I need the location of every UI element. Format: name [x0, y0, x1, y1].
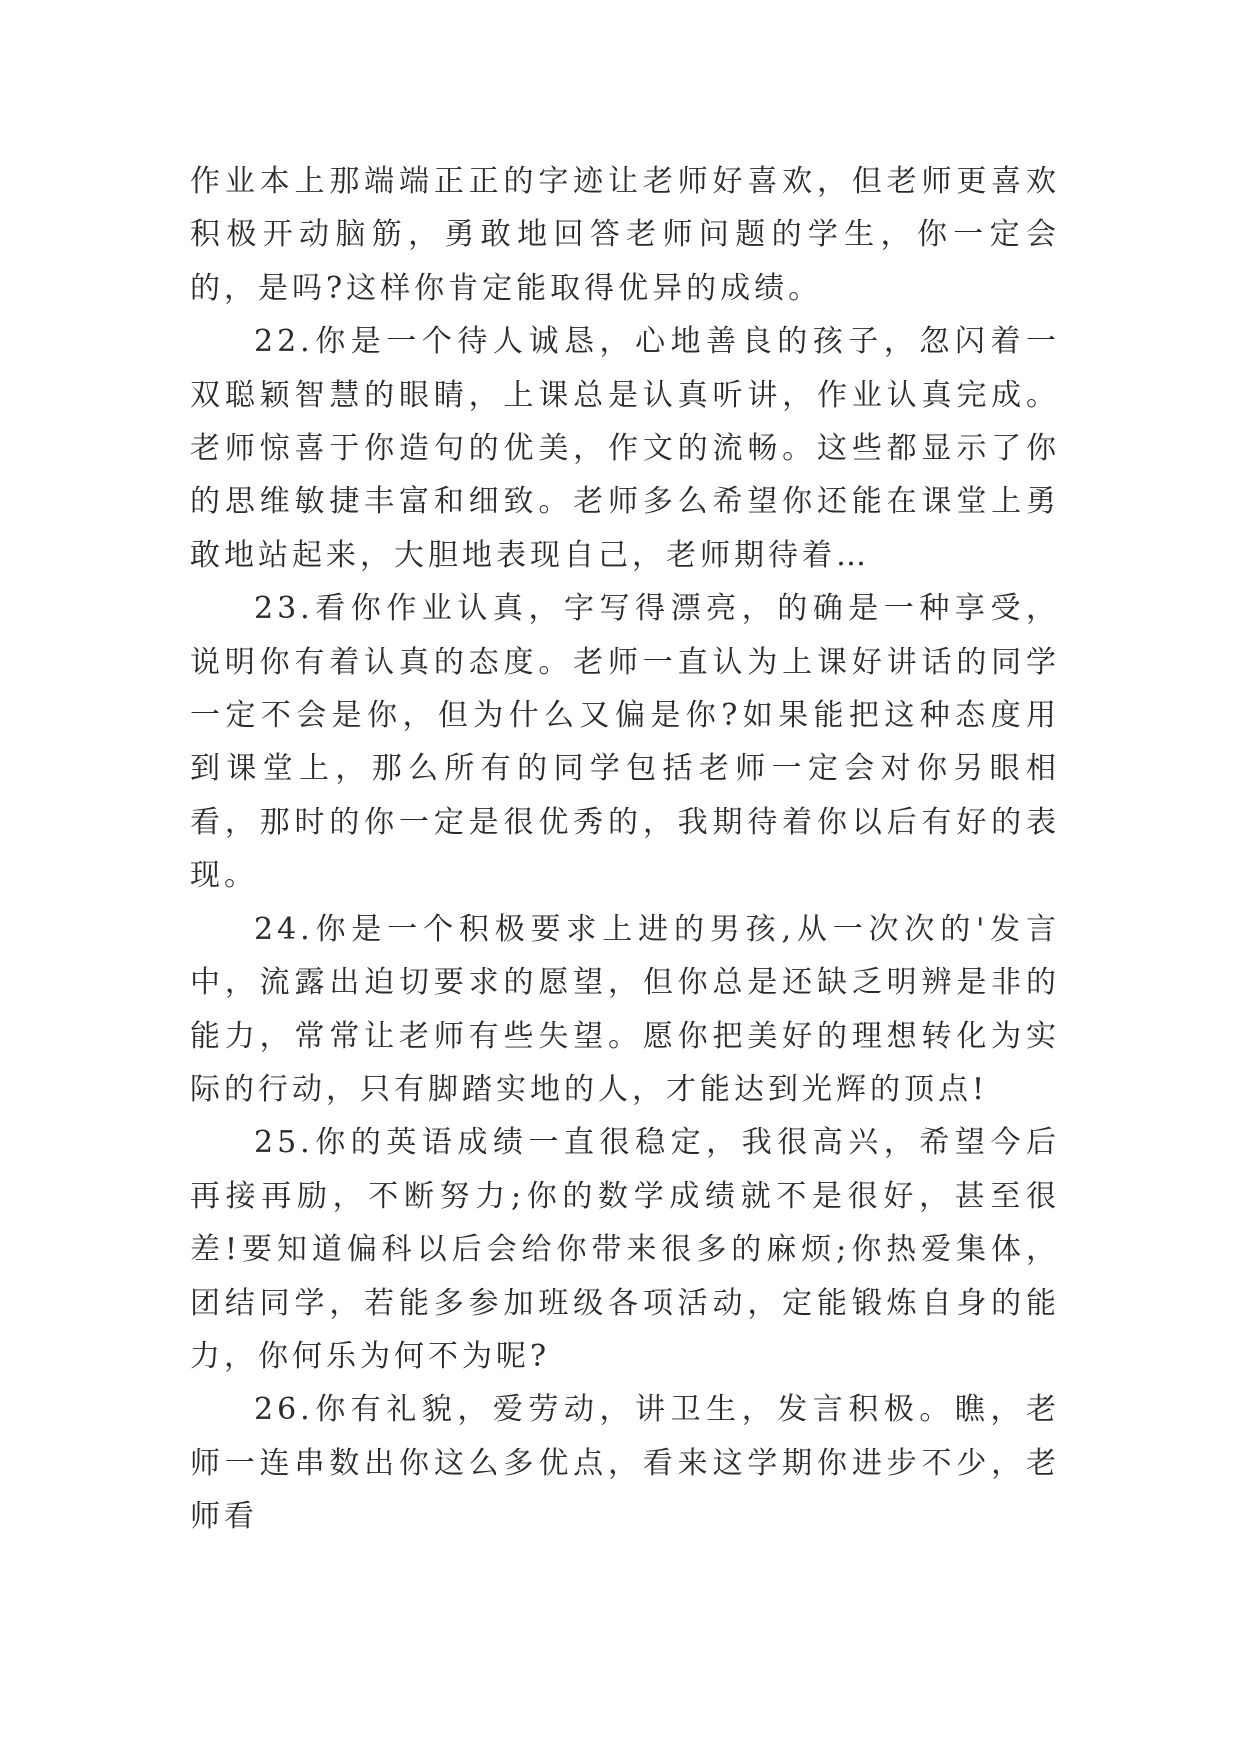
paragraph-26: 26.你有礼貌，爱劳动，讲卫生，发言积极。瞧，老师一连串数出你这么多优点，看来这学期你进步不少，老师看 [190, 1392, 1060, 1535]
paragraph-continuation: 作业本上那端端正正的字迹让老师好喜欢，但老师更喜欢积极开动脑筋，勇敢地回答老师问题的学生，你一定会的，是吗?这样你肯定能取得优异的成绩。 [190, 164, 1060, 306]
paragraph-22: 22.你是一个待人诚恳，心地善良的孩子，忽闪着一双聪颖智慧的眼睛，上课总是认真听讲，作业认真完成。老师惊喜于你造句的优美，作文的流畅。这些都显示了你的思维敏捷丰富和细致。老师多么希望你还能在课堂上勇敢地站起来，大胆地表现自己，老师期待着… [190, 324, 1060, 573]
paragraph-24: 24.你是一个积极要求上进的男孩,从一次次的'发言中，流露出迫切要求的愿望，但你总是还缺乏明辨是非的能力，常常让老师有些失望。愿你把美好的理想转化为实际的行动，只有脚踏实地的人，才能达到光辉的顶点! [190, 911, 1060, 1107]
paragraph-25: 25.你的英语成绩一直很稳定，我很高兴，希望今后再接再励，不断努力;你的数学成绩就不是很好，甚至很差!要知道偏科以后会给你带来很多的麻烦;你热爱集体，团结同学，若能多参加班级各项活动，定能锻炼自身的能力，你何乐为何不为呢? [190, 1125, 1060, 1374]
paragraph-23: 23.看你作业认真，字写得漂亮，的确是一种享受，说明你有着认真的态度。老师一直认为上课好讲话的同学一定不会是你，但为什么又偏是你?如果能把这种态度用到课堂上，那么所有的同学包括老师一定会对你另眼相看，那时的你一定是很优秀的，我期待着你以后有好的表现。 [190, 591, 1060, 894]
document-body [190, 155, 1060, 1544]
